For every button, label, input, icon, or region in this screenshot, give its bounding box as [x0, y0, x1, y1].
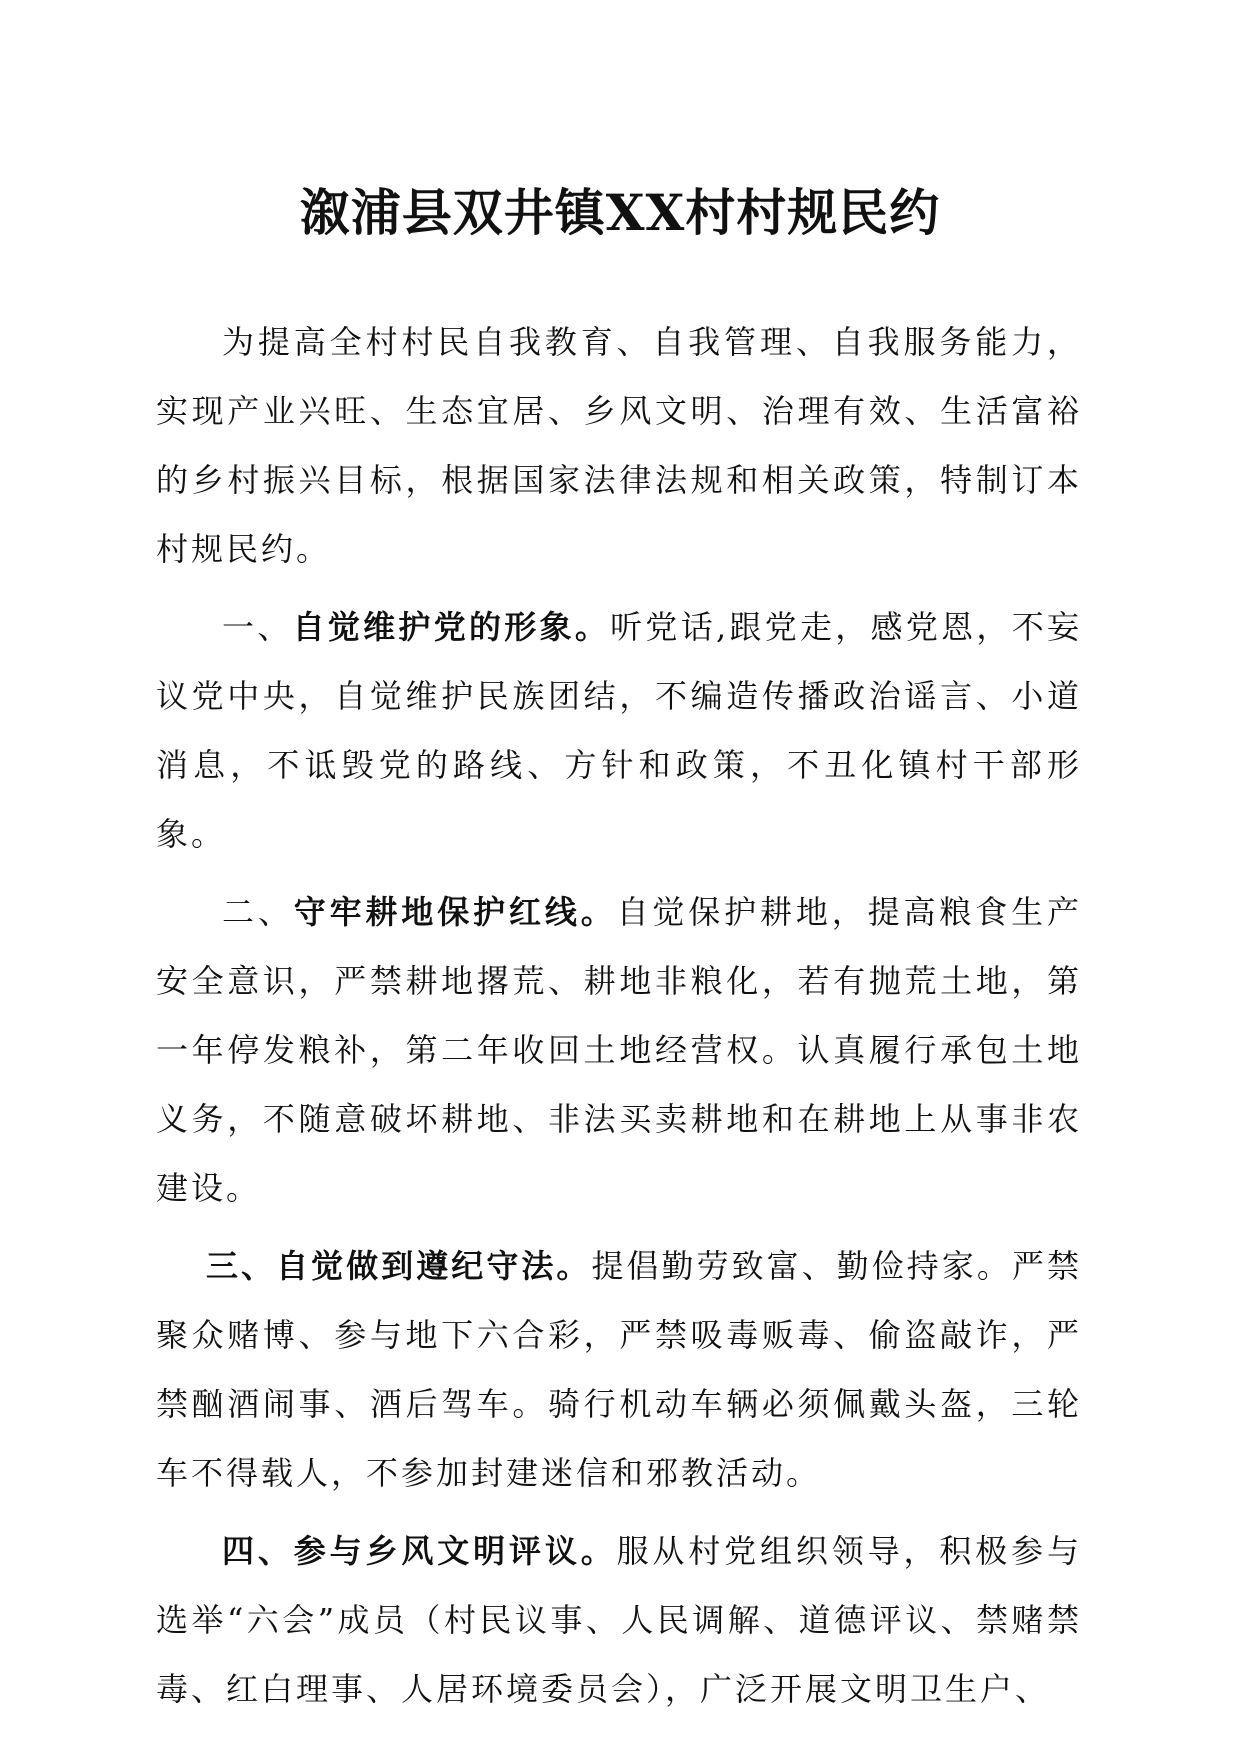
article-4-heading: 参与乡风文明评议。 — [293, 1532, 617, 1570]
article-2-body: 自觉保护耕地，提高粮食生产安全意识，严禁耕地撂荒、耕地非粮化，若有抛荒土地，第一年停发粮补，第二年收回土地经营权。认真履行承包土地义务，不随意破坏耕地、非法买卖耕地和在耕地上从事非农建设。 — [156, 893, 1082, 1207]
article-4-number: 四、 — [222, 1532, 294, 1570]
article-4 — [156, 1517, 1082, 1724]
article-4-body: 服从村党组织领导，积极参与选举“六会”成员（村民议事、人民调解、道德评议、禁赌禁毒、红白理事、人居环境委员会），广泛开展文明卫生户、 — [156, 1532, 1082, 1708]
article-1-number: 一、 — [222, 608, 293, 646]
article-3-heading: 自觉做到遵纪守法。 — [276, 1247, 592, 1285]
article-1 — [156, 593, 1082, 869]
document-body — [156, 308, 1082, 1733]
article-2 — [156, 878, 1082, 1223]
article-3 — [156, 1232, 1082, 1508]
intro-paragraph: 为提高全村村民自我教育、自我管理、自我服务能力，实现产业兴旺、生态宜居、乡风文明、治理有效、生活富裕的乡村振兴目标，根据国家法律法规和相关政策，特制订本村规民约。 — [156, 323, 1082, 568]
article-1-heading: 自觉维护党的形象。 — [292, 608, 611, 646]
article-2-number: 二、 — [222, 893, 294, 931]
article-3-body: 提倡勤劳致富、勤俭持家。严禁聚众赌博、参与地下六合彩，严禁吸毒贩毒、偷盗敲诈，严禁酗酒闹事、酒后驾车。骑行机动车辆必须佩戴头盔，三轮车不得载人，不参加封建迷信和邪教活动。 — [156, 1247, 1082, 1492]
document-title: 溆浦县双井镇XX村村规民约 — [299, 183, 941, 242]
article-3-number: 三、 — [206, 1247, 277, 1285]
article-2-heading: 守牢耕地保护红线。 — [293, 893, 617, 931]
article-1-body: 听党话,跟党走，感党恩，不妄议党中央，自觉维护民族团结，不编造传播政治谣言、小道消息，不诋毁党的路线、方针和政策，不丑化镇村干部形象。 — [156, 608, 1082, 853]
